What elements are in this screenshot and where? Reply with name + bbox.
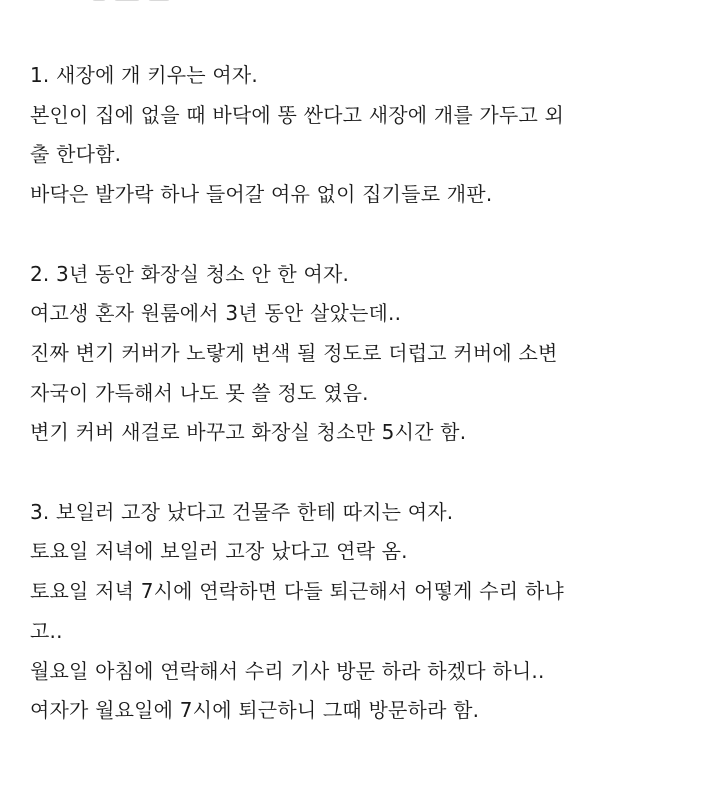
paragraph-gap	[30, 215, 700, 255]
paragraph-gap	[30, 453, 700, 493]
section-2-line: 자국이 가득해서 나도 못 쓸 정도 였음.	[30, 380, 369, 405]
section-2	[30, 255, 700, 454]
section-1-heading: 1. 새장에 개 키우는 여자.	[30, 63, 258, 87]
section-2-line: 진짜 변기 커버가 노랗게 변색 될 정도로 더럽고 커버에 소변	[30, 340, 558, 365]
section-3-line: 고..	[30, 618, 63, 643]
section-1-line: 바닥은 발가락 하나 들어갈 여유 없이 집기들로 개판.	[30, 182, 493, 207]
section-3	[30, 493, 700, 731]
section-1-line: 출 한다함.	[30, 142, 122, 167]
article-body	[30, 0, 700, 731]
section-3-line: 토요일 저녁 7시에 연락하면 다들 퇴근해서 어떻게 수리 하냐	[30, 579, 564, 604]
clipped-text-fragment	[30, 0, 700, 20]
section-2-line: 변기 커버 새걸로 바꾸고 화장실 청소만 5시간 함.	[30, 420, 467, 445]
section-3-line: 여자가 월요일에 7시에 퇴근하니 그때 방문하라 함.	[30, 698, 480, 723]
section-2-line: 여고생 혼자 원룸에서 3년 동안 살았는데..	[30, 301, 402, 326]
section-3-heading: 3. 보일러 고장 났다고 건물주 한테 따지는 여자.	[30, 499, 454, 524]
section-2-heading: 2. 3년 동안 화장실 청소 안 한 여자.	[30, 261, 350, 286]
section-1-line: 본인이 집에 없을 때 바닥에 똥 싼다고 새장에 개를 가두고 외	[30, 102, 565, 127]
section-3-line: 월요일 아침에 연락해서 수리 기사 방문 하라 하겠다 하니..	[30, 658, 545, 683]
section-1	[30, 56, 700, 215]
section-3-line: 토요일 저녁에 보일러 고장 났다고 연락 옴.	[30, 539, 408, 564]
